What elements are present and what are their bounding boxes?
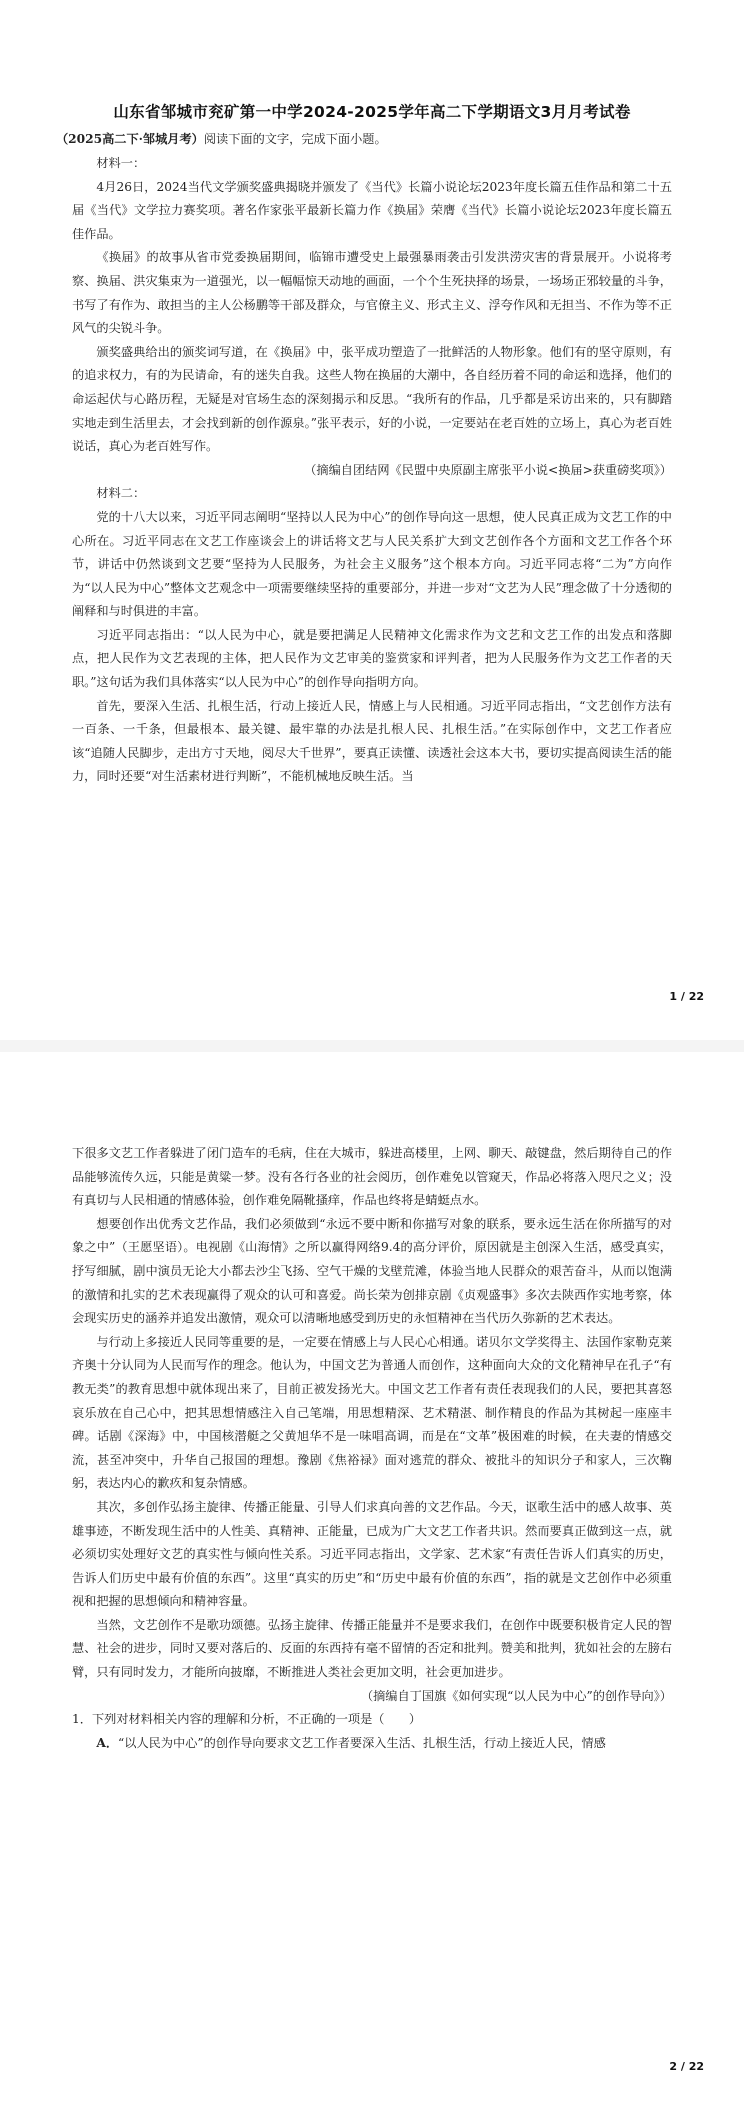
- page-2: [0, 1052, 744, 2104]
- m2-paragraph-3b: 下很多文艺工作者躲进了闭门造车的毛病，住在大城市，躲进高楼里，上网、聊天、敲键盘，然后期待自己的作品能够流传久远，只能是黄粱一梦。没有各行各业的社会阅历，创作难免以管窥天，作品必将落入咫尺之义；没有真切与人民相通的情感体验，创作难免隔靴搔痒，作品也终将是蜻蜓点水。: [72, 1146, 672, 1208]
- page-number-1: 1 / 22: [669, 990, 704, 1003]
- m1-paragraph-3: 颁奖盛典给出的颁奖词写道，在《换届》中，张平成功塑造了一批鲜活的人物形象。他们有的坚守原则，有的追求权力，有的为民请命，有的迷失自我。这些人物在换届的大潮中，各自经历着不同的命运和选择，他们的命运起伏与心路历程，无疑是对官场生态的深刻揭示和反思。“我所有的作品，几乎都是采访出来的，只有脚踏实地走到生活里去，才会找到新的创作源泉。”张平表示，好的小说，一定要站在老百姓的立场上，真心为老百姓说话，真心为老百姓写作。: [72, 344, 672, 454]
- question-1: 1．下列对材料相关内容的理解和分析，不正确的一项是（ ）: [72, 1712, 422, 1727]
- question-1-option-a: [72, 1732, 672, 1756]
- page-number-2: 2 / 22: [669, 2060, 704, 2073]
- intro-tag: （2025高二下·邹城月考）: [56, 132, 204, 146]
- m2-paragraph-4: 想要创作出优秀文艺作品，我们必须做到“永远不要中断和你描写对象的联系，要永远生活在你所描写的对象之中”（王愿坚语）。电视剧《山海情》之所以赢得网络9.4的高分评价，原因就是主创深入生活，感受真实，抒写细腻，剧中演员无论大小都去沙尘飞扬、空气干燥的戈壁荒滩，体验当地人民群众的艰苦奋斗，从而以饱满的激情和扎实的艺术表现赢得了观众的认可和喜爱。尚长荣为创排京剧《贞观盛事》多次去陕西作实地考察，体会现实历史的涵养并追发出激情，观众可以清晰地感受到历史的永恒精神在当代历久弥新的艺术表达。: [72, 1216, 672, 1326]
- material-two-continued: [72, 1142, 672, 1755]
- option-a-label: A．: [96, 1735, 119, 1750]
- option-a-text: “以人民为中心”的创作导向要求文艺工作者要深入生活、扎根生活，行动上接近人民，情感: [118, 1735, 606, 1750]
- page-gap: [0, 1040, 744, 1052]
- m2-source: （摘编自丁国旗《如何实现“以人民为中心”的创作导向》）: [360, 1688, 672, 1703]
- m1-source: （摘编自团结网《民盟中央原副主席张平小说<换届>获重磅奖项》）: [304, 462, 672, 477]
- m2-paragraph-7: 当然，文艺创作不是歌功颂德。弘扬主旋律、传播正能量并不是要求我们，在创作中既要积极肯定人民的智慧、社会的进步，同时又要对落后的、反面的东西持有毫不留情的否定和批判。赞美和批判，犹如社会的左膀右臂，只有同时发力，才能所向披靡，不断推进人类社会更加文明，社会更加进步。: [72, 1617, 672, 1680]
- material-one: [72, 152, 672, 789]
- intro-text: 阅读下面的文字，完成下面小题。: [203, 132, 387, 146]
- m2-paragraph-3a: 首先，要深入生活、扎根生活，行动上接近人民，情感上与人民相通。习近平同志指出，“文艺创作方法有一百条、一千条，但最根本、最关键、最牢靠的办法是扎根人民、扎根生活。”在实际创作中，文艺工作者应该“追随人民脚步，走出方寸天地，阅尽大千世界”，要真正读懂、读透社会这本大书，要切实提高阅读生活的能力，同时还要“对生活素材进行判断”，不能机械地反映生活。当: [72, 698, 672, 784]
- material-two-label: 材料二：: [96, 486, 146, 501]
- m1-paragraph-1: 4月26日，2024当代文学颁奖盛典揭晓并颁发了《当代》长篇小说论坛2023年度长篇五佳作品和第二十五届《当代》文学拉力赛奖项。著名作家张平最新长篇力作《换届》荣膺《当代》长篇小说论坛2023年度长篇五佳作品。: [72, 179, 672, 241]
- exam-title: 山东省邹城市兖矿第一中学2024-2025学年高二下学期语文3月月考试卷: [113, 103, 631, 121]
- m2-paragraph-6: 其次，多创作弘扬主旋律、传播正能量、引导人们求真向善的文艺作品。今天，讴歌生活中的感人故事、英雄事迹，不断发现生活中的人性美、真精神、正能量，已成为广大文艺工作者共识。然而要真正做到这一点，就必须切实处理好文艺的真实性与倾向性关系。习近平同志指出，文学家、艺术家“有责任告诉人们真实的历史，告诉人们历史中最有价值的东西”。这里“真实的历史”和“历史中最有价值的东西”，指的就是文艺创作中必须重视和把握的思想倾向和精神容量。: [72, 1499, 672, 1609]
- m1-paragraph-2: 《换届》的故事从省市党委换届期间，临锦市遭受史上最强暴雨袭击引发洪涝灾害的背景展开。小说将考察、换届、洪灾集束为一道强光，以一幅幅惊天动地的画面，一个个生死抉择的场景，一场场正邪较量的斗争，书写了有作为、敢担当的主人公杨鹏等干部及群众，与官僚主义、形式主义、浮夸作风和无担当、不作为等不正风气的尖锐斗争。: [72, 250, 672, 336]
- page-1: [0, 0, 744, 1040]
- m2-paragraph-1: 党的十八大以来，习近平同志阐明“坚持以人民为中心”的创作导向这一思想，使人民真正成为文艺工作的中心所在。习近平同志在文艺工作座谈会上的讲话将文艺与人民关系扩大到文艺创作各个方面和文艺工作各个环节，讲话中仍然谈到文艺要“坚持为人民服务，为社会主义服务”这个根本方向。习近平同志将“二为”方向作为“以人民为中心”整体文艺观念中一项需要继续坚持的重要部分，并进一步对“文艺为人民”理念做了十分透彻的阐释和与时俱进的丰富。: [72, 509, 672, 619]
- m2-paragraph-2: 习近平同志指出：“以人民为中心，就是要把满足人民精神文化需求作为文艺和文艺工作的出发点和落脚点，把人民作为文艺表现的主体，把人民作为文艺审美的鉴赏家和评判者，把为人民服务作为文艺工作者的天职。”这句话为我们具体落实“以人民为中心”的创作导向指明方向。: [72, 627, 672, 690]
- material-one-label: 材料一：: [96, 156, 146, 170]
- m2-paragraph-5: 与行动上多接近人民同等重要的是，一定要在情感上与人民心心相通。诺贝尔文学奖得主、法国作家勒克莱齐奥十分认同为人民而写作的理念。他认为，中国文艺为普通人而创作，这种面向大众的文化精神早在孔子“有教无类”的教育思想中就体现出来了，目前正被发扬光大。中国文艺工作者有责任表现我们的人民，要把其喜怒哀乐放在自己心中，把其思想情感注入自己笔端，用思想精深、艺术精湛、制作精良的作品为其树起一座座丰碑。话剧《深海》中，中国核潜艇之父黄旭华不是一味唱高调，而是在“文革”极困难的时候，在夫妻的情感交流，甚至冲突中，升华自己报国的理想。豫剧《焦裕禄》面对逃荒的群众、被批斗的知识分子和家人，三次鞠躬，表达内心的歉疚和复杂情感。: [72, 1334, 672, 1491]
- intro: [56, 128, 696, 152]
